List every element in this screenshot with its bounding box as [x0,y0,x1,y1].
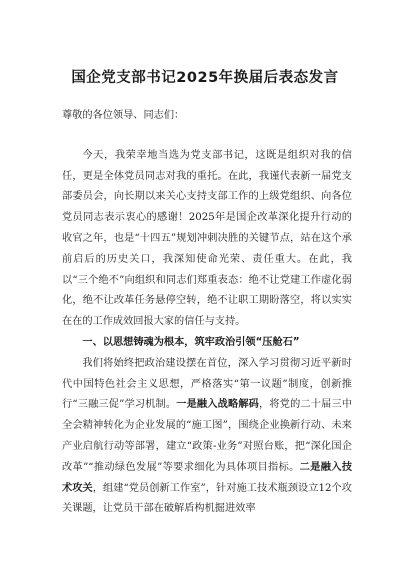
section-heading-1: 一、以思想铸魂为根本，筑牢政治引领“压舱石” [82,336,300,348]
bold-point-1: 一是融入战略解码 [176,399,260,411]
point-2-text: ，组建“党员创新工作室”，针对施工技术瓶颈设立12个攻关课题，让党员干部在破解盾构机掘进效率 [62,482,352,515]
document-title: 国企党支部书记2025年换届后表态发言 [71,70,339,86]
paragraph-section-1 [62,354,352,520]
bold-point-2: 二是融入技术攻关 [62,461,353,494]
salutation: 尊敬的各位领导、同志们： [62,110,185,121]
point-1-text: ，将党的二十届三中全会精神转化为企业发展的“施工图”，围绕企业换新行动、未来产业启航行动等部署，建立“政策-业务”对照台账，把“深化国企改革”“推动绿色发展”等要求细化为具体项目指标。 [62,399,353,473]
document-body [62,106,352,520]
paragraph-opening: 今天，我荣幸地当选为党支部书记，这既是组织对我的信任，更是全体党员同志对我的重托。在此，我谨代表新一届党支部委员会，向长期以来关心支持支部工作的上级党组织、向各位党员同志表示衷心的感谢！2025年是国企改革深化提升行动的收官之年，也是“十四五”规划冲刺决胜的关键节点，站在这个承前启后的历史关口，我深知使命光荣、责任重大。在此，我以“三个绝不”向组织和同志们郑重表态：绝不让党建工作虚化弱化，绝不让改革任务悬停空转，绝不让职工期盼落空，将以实实在在的工作成效回报大家的信任与支持。 [62,149,352,328]
paragraph-section-1-intro: 我们将始终把政治建设摆在首位，深入学习贯彻习近平新时代中国特色社会主义思想，严格落实“第一议题”制度，创新推行“三融三促”学习机制。 [62,357,352,411]
